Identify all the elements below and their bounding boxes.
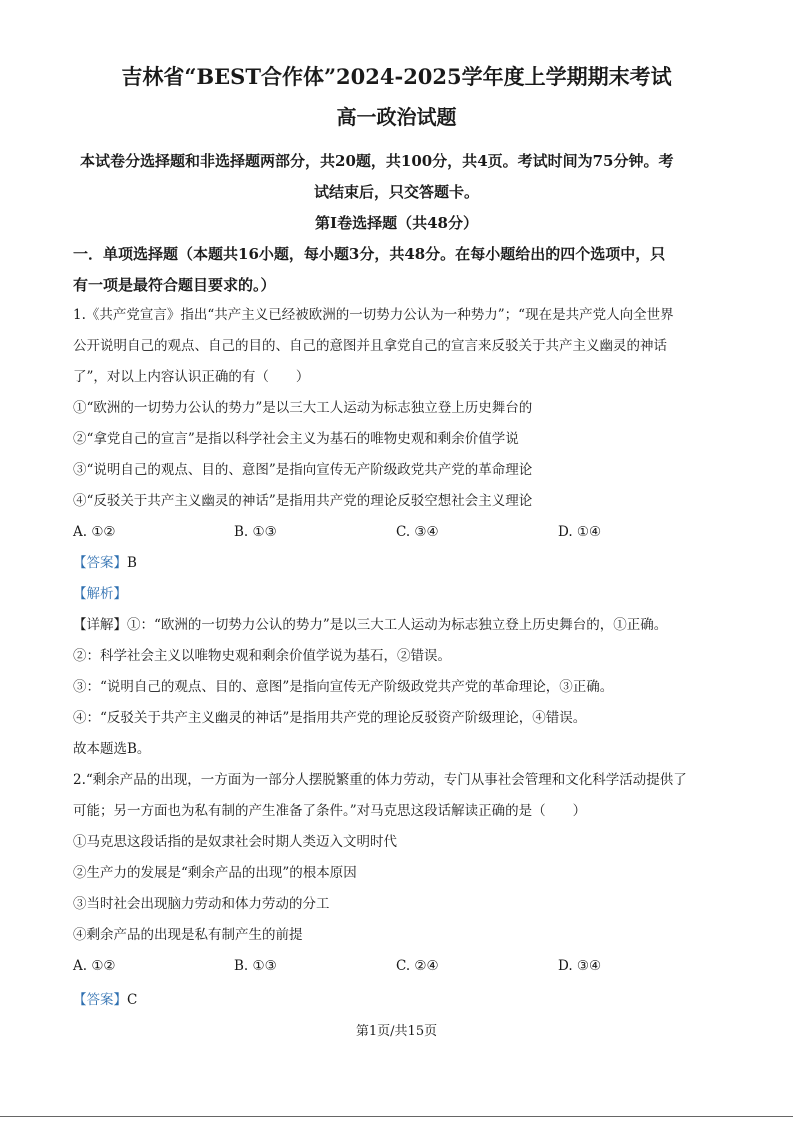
q1-item-4: ④“反驳关于共产主义幽灵的神话”是指用共产党的理论反驳空想社会主义理论 bbox=[73, 493, 533, 509]
q2-stem-line-2: 可能；另一方面也为私有制的产生准备了条件。”对马克思这段话解读正确的是（ ） bbox=[73, 803, 587, 819]
part-heading-line-1: 一．单项选择题（本题共16小题，每小题3分，共48分。在每小题给出的四个选项中，只 bbox=[73, 245, 666, 263]
instructions-line-1: 本试卷分选择题和非选择题两部分，共20题，共100分，共4页。考试时间为75分钟。考 bbox=[80, 152, 674, 170]
q1-answer-value: B bbox=[127, 555, 137, 571]
q2-option-c: C. ②④ bbox=[396, 958, 439, 974]
q1-option-a: A. ①② bbox=[73, 524, 116, 540]
exam-title: 吉林省“BEST合作体”2024-2025学年度上学期期末考试 bbox=[121, 64, 672, 89]
q1-detail-line-2: ②：科学社会主义以唯物史观和剩余价值学说为基石，②错误。 bbox=[73, 648, 451, 664]
instructions-line-2: 试结束后，只交答题卡。 bbox=[313, 183, 479, 201]
q1-stem-line-2: 公开说明自己的观点、自己的目的、自己的意图并且拿党自己的宣言来反驳关于共产主义幽灵的神话 bbox=[73, 338, 667, 354]
q1-item-3: ③“说明自己的观点、目的、意图”是指向宣传无产阶级政党共产党的革命理论 bbox=[73, 462, 533, 478]
q1-detail-tag: 【详解】 bbox=[73, 617, 127, 633]
q1-conclusion: 故本题选B。 bbox=[73, 741, 151, 757]
part-heading-line-2: 有一项是最符合题目要求的。） bbox=[73, 276, 276, 294]
q1-option-b: B. ①③ bbox=[234, 524, 277, 540]
q1-stem-line-3: 了”，对以上内容认识正确的有（ ） bbox=[73, 369, 310, 385]
q1-answer bbox=[73, 554, 137, 572]
q1-option-d: D. ①④ bbox=[558, 524, 602, 540]
q1-stem-line-1: 1.《共产党宣言》指出“共产主义已经被欧洲的一切势力公认为一种势力”；“现在是共产党人向全世界 bbox=[73, 307, 674, 323]
bottom-divider bbox=[0, 1116, 793, 1117]
q2-item-3: ③当时社会出现脑力劳动和体力劳动的分工 bbox=[73, 896, 330, 912]
q1-options bbox=[73, 523, 723, 541]
q1-detail-line-1 bbox=[73, 616, 667, 634]
q1-option-c: C. ③④ bbox=[396, 524, 439, 540]
q1-detail-line-4: ④：“反驳关于共产主义幽灵的神话”是指用共产党的理论反驳资产阶级理论，④错误。 bbox=[73, 710, 587, 726]
q1-answer-tag: 【答案】 bbox=[73, 555, 127, 571]
q1-item-2: ②“拿党自己的宣言”是指以科学社会主义为基石的唯物史观和剩余价值学说 bbox=[73, 431, 519, 447]
q2-options bbox=[73, 957, 723, 975]
q2-answer-tag: 【答案】 bbox=[73, 992, 127, 1008]
q2-option-b: B. ①③ bbox=[234, 958, 277, 974]
q2-option-a: A. ①② bbox=[73, 958, 116, 974]
page-footer: 第1页/共15页 bbox=[355, 1024, 438, 1039]
exam-subtitle: 高一政治试题 bbox=[336, 105, 457, 129]
q2-stem-line-1: 2.“剩余产品的出现，一方面为一部分人摆脱繁重的体力劳动，专门从事社会管理和文化科学活动提供了 bbox=[73, 772, 687, 788]
section-title: 第Ⅰ卷选择题（共48分） bbox=[315, 214, 478, 232]
q1-detail-line-3: ③：“说明自己的观点、目的、意图”是指向宣传无产阶级政党共产党的革命理论，③正确。 bbox=[73, 679, 614, 695]
q2-item-1: ①马克思这段话指的是奴隶社会时期人类迈入文明时代 bbox=[73, 834, 397, 850]
q2-item-2: ②生产力的发展是“剩余产品的出现”的根本原因 bbox=[73, 865, 357, 881]
q2-option-d: D. ③④ bbox=[558, 958, 602, 974]
q1-analysis-tag: 【解析】 bbox=[73, 586, 127, 602]
q1-item-1: ①“欧洲的一切势力公认的势力”是以三大工人运动为标志独立登上历史舞台的 bbox=[73, 400, 533, 416]
q2-item-4: ④剩余产品的出现是私有制产生的前提 bbox=[73, 927, 303, 943]
q2-answer bbox=[73, 991, 137, 1009]
q1-detail-text-1: ①：“欧洲的一切势力公认的势力”是以三大工人运动为标志独立登上历史舞台的，①正确。 bbox=[127, 617, 668, 633]
q2-answer-value: C bbox=[127, 992, 138, 1008]
